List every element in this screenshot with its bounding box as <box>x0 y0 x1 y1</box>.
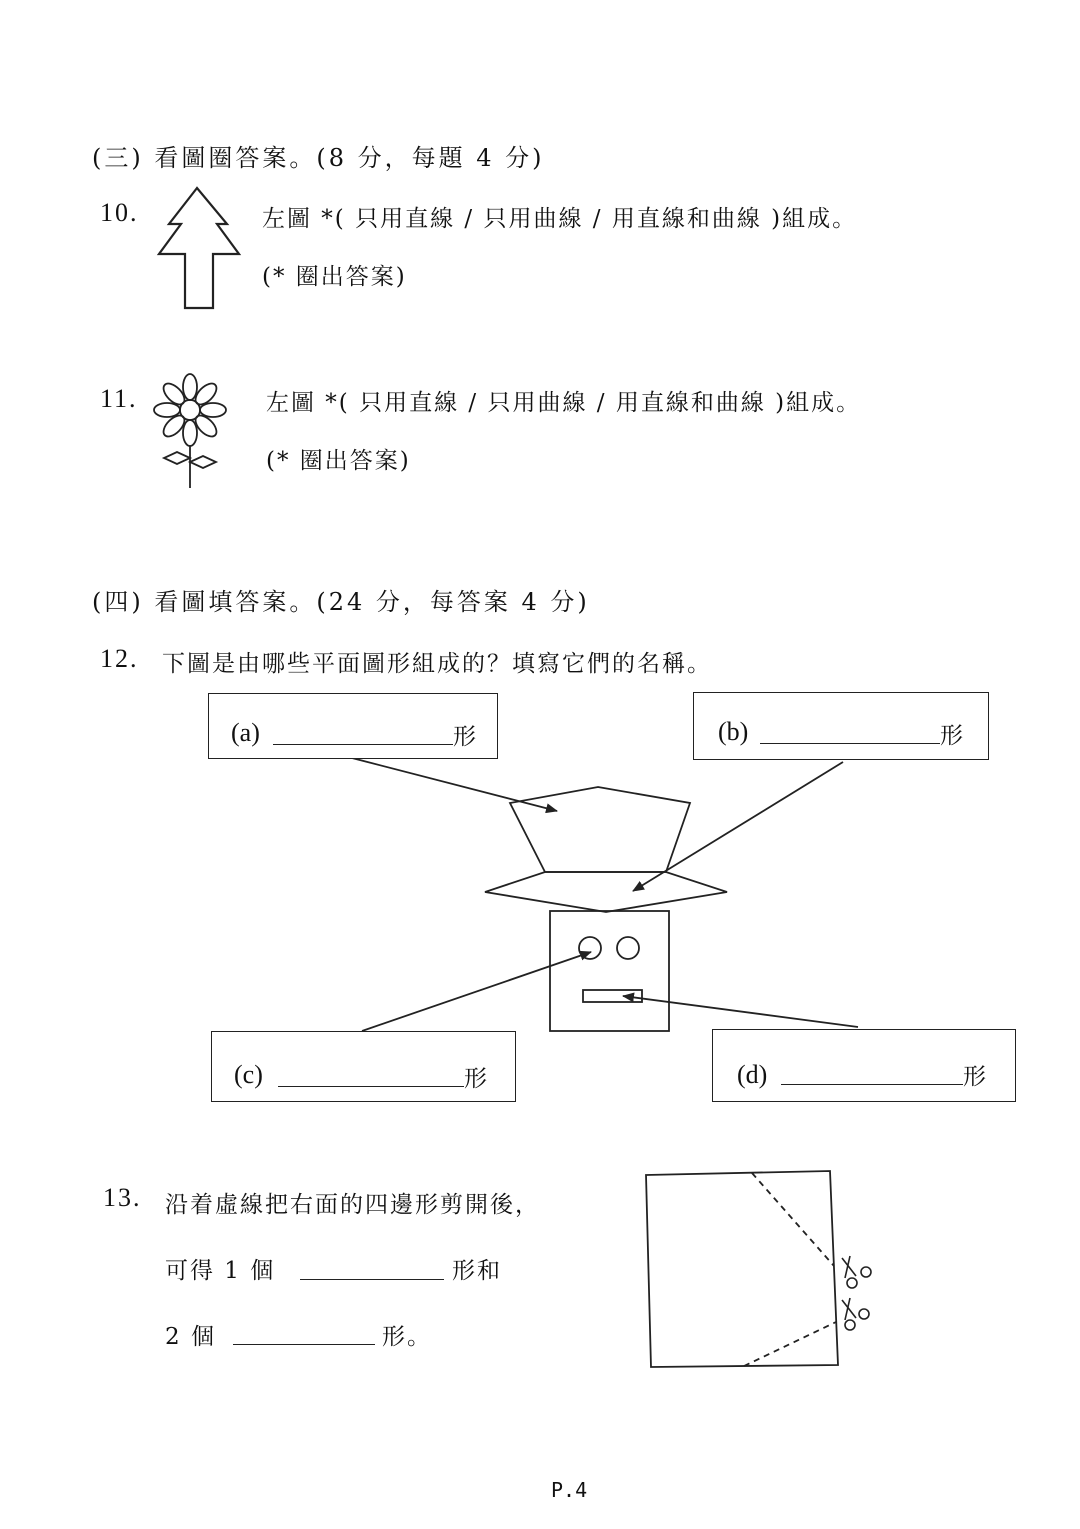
scissors-icon <box>842 1256 871 1330</box>
box-a-suffix: 形 <box>453 724 476 750</box>
q12-question: 下圖是由哪些平面圖形組成的？填寫它們的名稱。 <box>162 651 712 677</box>
q10-question: 左圖 *( 只用直線 / 只用曲線 / 用直線和曲線 )組成。 <box>262 206 858 232</box>
q13-number: 13. <box>103 1183 142 1212</box>
q11-note: (* 圈出答案) <box>266 448 411 474</box>
box-a-label: (a) <box>231 718 260 747</box>
section4-heading: (四) 看圖填答案。(24 分，每答案 4 分) <box>92 588 590 616</box>
q11-question: 左圖 *( 只用直線 / 只用曲線 / 用直線和曲線 )組成。 <box>266 390 862 416</box>
q13-line1: 沿着虛線把右面的四邊形剪開後， <box>165 1192 540 1218</box>
q12-number: 12. <box>100 644 139 673</box>
box-d-label: (d) <box>737 1060 768 1089</box>
q10-number: 10. <box>100 198 139 227</box>
q13-line2-prefix: 可得 1 個 <box>165 1258 276 1284</box>
box-c-label: (c) <box>234 1060 263 1089</box>
page-number: P.4 <box>551 1478 588 1502</box>
q13-line2-suffix: 形和 <box>452 1258 502 1284</box>
q13-line3-suffix: 形。 <box>382 1324 432 1350</box>
q11-number: 11. <box>100 384 138 413</box>
q10-note: (* 圈出答案) <box>262 264 407 290</box>
section3-heading: (三) 看圖圈答案。(8 分，每題 4 分) <box>92 144 545 172</box>
box-b-label: (b) <box>718 717 749 746</box>
box-b-suffix: 形 <box>940 723 963 749</box>
box-d-suffix: 形 <box>963 1064 986 1090</box>
q13-line3-prefix: 2 個 <box>165 1324 216 1350</box>
box-c-suffix: 形 <box>464 1066 487 1092</box>
